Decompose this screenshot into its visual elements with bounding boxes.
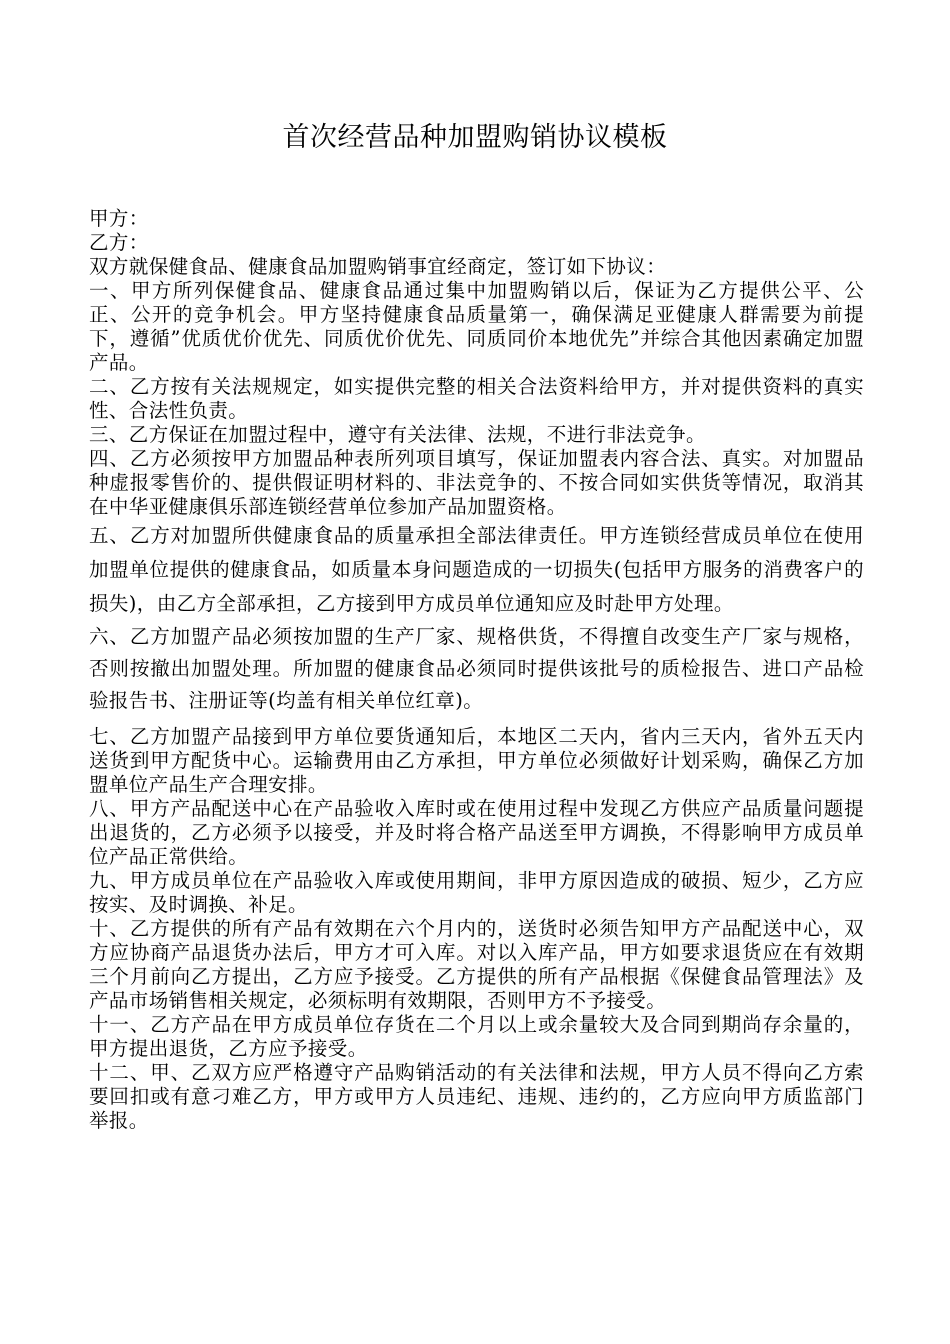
clause-11: 十一、乙方产品在甲方成员单位存货在二个月以上或余量较大及合同到期尚存余量的，甲方提出退货，乙方应予接受。 — [89, 1013, 864, 1060]
clause-6: 六、乙方加盟产品必须按加盟的生产厂家、规格供货，不得擅自改变生产厂家与规格，否则按撤出加盟处理。所加盟的健康食品必须同时提供该批号的质检报告、进口产品检验报告书、注册证等(均盖有相关单位红章)。 — [89, 625, 864, 712]
party-a-line: 甲方： — [89, 207, 149, 230]
preamble-paragraph: 双方就保健食品、健康食品加盟购销事宜经商定，签订如下协议： — [89, 255, 667, 278]
clause-2: 二、乙方按有关法规规定，如实提供完整的相关合法资料给甲方，并对提供资料的真实性、合法性负责。 — [89, 375, 864, 422]
clause-8: 八、甲方产品配送中心在产品验收入库时或在使用过程中发现乙方供应产品质量问题提出退货的，乙方必须予以接受，并及时将合格产品送至甲方调换，不得影响甲方成员单位产品正常供给。 — [89, 797, 864, 868]
document-body — [89, 207, 864, 1133]
clause-7: 七、乙方加盟产品接到甲方单位要货通知后，本地区二天内，省内三天内，省外五天内送货到甲方配货中心。运输费用由乙方承担，甲方单位必须做好计划采购，确保乙方加盟单位产品生产合理安排。 — [89, 725, 864, 796]
clause-1: 一、甲方所列保健食品、健康食品通过集中加盟购销以后，保证为乙方提供公平、公正、公开的竞争机会。甲方坚持健康食品质量第一，确保满足亚健康人群需要为前提下，遵循”优质优价优先、同质优价优先、同质同价本地优先”并综合其他因素确定加盟产品。 — [89, 279, 864, 374]
clause-3: 三、乙方保证在加盟过程中，遵守有关法律、法规，不进行非法竞争。 — [89, 423, 706, 446]
document-title: 首次经营品种加盟购销协议模板 — [282, 122, 668, 153]
clause-4: 四、乙方必须按甲方加盟品种表所列项目填写，保证加盟表内容合法、真实。对加盟品种虚报零售价的、提供假证明材料的、非法竞争的、不按合同如实供货等情况，取消其在中华亚健康俱乐部连锁经营单位参加产品加盟资格。 — [89, 447, 864, 518]
party-b-line: 乙方： — [89, 231, 149, 254]
clause-5: 五、乙方对加盟所供健康食品的质量承担全部法律责任。甲方连锁经营成员单位在使用加盟单位提供的健康食品，如质量本身问题造成的一切损失(包括甲方服务的消费客户的损失)，由乙方全部承担，乙方接到甲方成员单位通知应及时赴甲方处理。 — [89, 524, 864, 615]
clause-12: 十二、甲、乙双方应严格遵守产品购销活动的有关法律和法规，甲方人员不得向乙方索要回扣或有意刁难乙方，甲方或甲方人员违纪、违规、违约的，乙方应向甲方质监部门举报。 — [89, 1061, 864, 1132]
clause-10: 十、乙方提供的所有产品有效期在六个月内的，送货时必须告知甲方产品配送中心，双方应协商产品退货办法后，甲方才可入库。对以入库产品，甲方如要求退货应在有效期三个月前向乙方提出，乙方应予接受。乙方提供的所有产品根据《保健食品管理法》及产品市场销售相关规定，必须标明有效期限，否则甲方不予接受。 — [89, 917, 864, 1012]
clause-9: 九、甲方成员单位在产品验收入库或使用期间，非甲方原因造成的破损、短少，乙方应按实、及时调换、补足。 — [89, 869, 864, 916]
